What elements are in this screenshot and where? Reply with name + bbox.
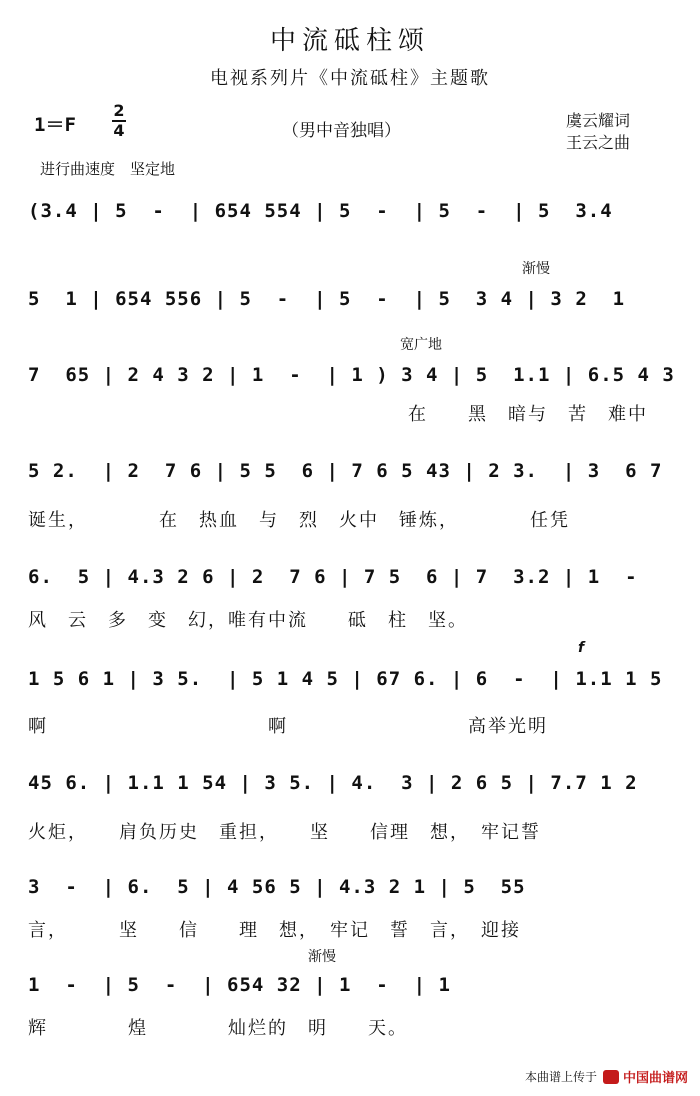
footer	[525, 1067, 688, 1086]
row-notes: 5 1 | 654 556 | 5 - | 5 - | 5 3 4 | 3 2 1	[28, 288, 626, 310]
site-logo-icon	[603, 1070, 619, 1084]
song-subtitle: 电视系列片《中流砥柱》主题歌	[210, 68, 490, 89]
upload-text: 本曲谱上传于	[524, 1070, 597, 1084]
meter-top: 2	[113, 101, 125, 120]
broad-mark: 宽广地	[400, 337, 442, 353]
row-notes: 3 - | 6. 5 | 4 56 5 | 4.3 2 1 | 5 55	[28, 876, 526, 898]
site-logo[interactable]	[603, 1067, 688, 1086]
row-notes: 5 2. | 2 7 6 | 5 5 6 | 7 6 5 43 | 2 3. | 3 6 7	[28, 460, 663, 482]
gradual-slow-mark-2: 渐慢	[308, 949, 336, 965]
row-lyrics: 言， 坚 信 理 想， 牢记 誓 言， 迎接	[28, 920, 521, 941]
row-lyrics: 风 云 多 变 幻，唯有中流 砥 柱 坚。	[28, 610, 468, 631]
song-title: 中流砥柱颂	[269, 26, 430, 56]
row-lyrics: 火炬， 肩负历史 重担， 坚 信理 想， 牢记誓	[28, 822, 541, 843]
row-notes: 6. 5 | 4.3 2 6 | 2 7 6 | 7 5 6 | 7 3.2 | 1 -	[28, 566, 638, 588]
row-lyrics: 诞生， 在 热血 与 烈 火中 锤炼， 任凭	[28, 510, 570, 531]
composer: 王云之曲	[566, 133, 631, 152]
row-notes: 1 5 6 1 | 3 5. | 5 1 4 5 | 67 6. | 6 - | 1.1 1 5	[28, 668, 663, 690]
dynamic-forte-mark: f	[578, 640, 585, 656]
tempo-marking: 进行曲速度 坚定地	[40, 160, 176, 178]
meter-bottom: 4	[113, 121, 125, 140]
lyricist: 虞云耀词	[566, 111, 631, 130]
credits	[566, 110, 630, 154]
row-lyrics: 辉 煌 灿烂的 明 天。	[28, 1018, 408, 1039]
key-signature: 1＝F	[34, 114, 76, 136]
row-notes: (3.4 | 5 - | 654 554 | 5 - | 5 - | 5 3.4	[28, 200, 613, 222]
row-lyrics: 啊 啊 高举光明	[28, 716, 548, 737]
time-signature	[112, 102, 126, 140]
site-name: 中国曲谱网	[622, 1071, 688, 1086]
row-notes: 1 - | 5 - | 654 32 | 1 - | 1	[28, 974, 451, 996]
row-lyrics: 在 黑 暗与 苦 难中	[408, 404, 648, 425]
row-notes: 7 65 | 2 4 3 2 | 1 - | 1 ) 3 4 | 5 1.1 | 6.5 4 3	[28, 364, 675, 386]
row-notes: 45 6. | 1.1 1 54 | 3 5. | 4. 3 | 2 6 5 | 7.7 1 2	[28, 772, 638, 794]
performance-note: （男中音独唱）	[282, 121, 401, 141]
gradual-slow-mark: 渐慢	[522, 261, 550, 277]
